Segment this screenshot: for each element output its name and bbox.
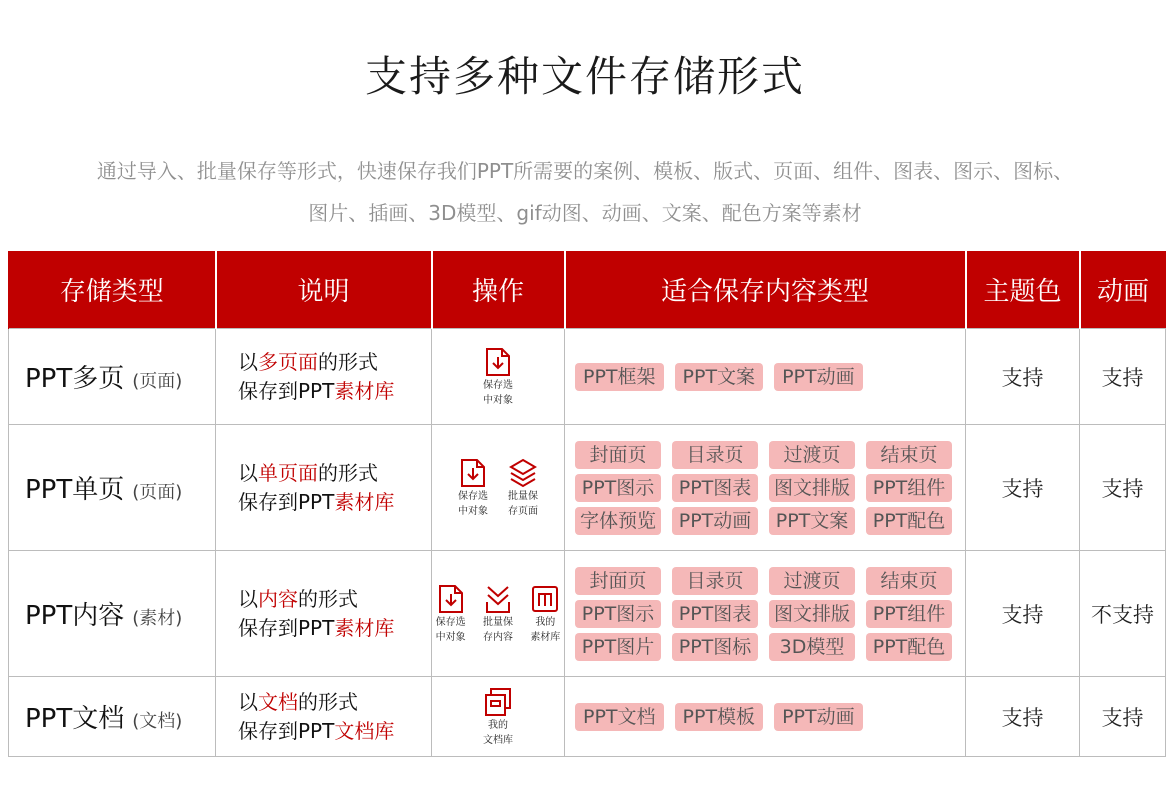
header-storage-type: 存储类型 <box>9 251 216 329</box>
description-cell <box>216 329 432 425</box>
op-batch-save-content[interactable] <box>479 584 516 644</box>
description-line-1 <box>238 585 431 614</box>
intro-line-2: 图片、插画、3D模型、gif动图、动画、文案、配色方案等素材 <box>308 201 862 225</box>
storage-type-note: (素材) <box>132 608 183 629</box>
storage-type-name: PPT多页 <box>25 364 125 394</box>
content-type-tag: PPT动画 <box>672 507 758 535</box>
desc-suffix: 的形式 <box>298 689 358 714</box>
desc-target-prefix: 保存到PPT <box>238 489 335 514</box>
table-header-row <box>9 251 1166 329</box>
op-label-line1: 我的 <box>488 719 508 731</box>
content-type-tag: PPT动画 <box>774 363 863 391</box>
storage-type-cell <box>9 425 216 551</box>
op-label-line1: 保存选 <box>458 490 488 502</box>
desc-target-prefix: 保存到PPT <box>238 378 335 403</box>
content-type-tag: 封面页 <box>575 441 661 469</box>
op-label-line2: 文档库 <box>483 734 513 746</box>
content-type-tag: 封面页 <box>575 567 661 595</box>
theme-support: 支持 <box>966 551 1080 677</box>
content-type-tag: PPT配色 <box>866 507 952 535</box>
batch-save-content-icon <box>484 584 512 614</box>
save-selected-icon <box>459 458 487 488</box>
desc-target-library: 素材库 <box>334 489 395 514</box>
theme-support: 支持 <box>966 425 1080 551</box>
content-type-tag: PPT图示 <box>575 600 661 628</box>
intro-text <box>0 150 1170 234</box>
content-type-tag: 目录页 <box>672 441 758 469</box>
description-line-2 <box>238 488 431 517</box>
description-line-1 <box>238 459 431 488</box>
description-line-1 <box>238 348 431 377</box>
description-line-1 <box>238 688 431 717</box>
desc-target-library: 素材库 <box>334 615 395 640</box>
content-type-tag: 结束页 <box>866 441 952 469</box>
content-type-tag: 图文排版 <box>769 600 855 628</box>
op-save-selected[interactable] <box>478 347 518 407</box>
content-type-tag: 过渡页 <box>769 441 855 469</box>
op-batch-save-page[interactable] <box>503 458 543 518</box>
content-type-tag: 结束页 <box>866 567 952 595</box>
intro-line-1: 通过导入、批量保存等形式，快速保存我们PPT所需要的案例、模板、版式、页面、组件、图表、图示、图标、 <box>96 159 1074 183</box>
animation-support: 支持 <box>1080 425 1166 551</box>
tag-row <box>575 703 955 731</box>
content-type-tag: 图文排版 <box>769 474 855 502</box>
storage-type-note: (页面) <box>132 482 183 503</box>
theme-support: 支持 <box>966 329 1080 425</box>
desc-prefix: 以 <box>238 689 258 714</box>
op-label-line2: 中对象 <box>435 631 466 643</box>
content-type-tag: PPT组件 <box>866 474 952 502</box>
desc-prefix: 以 <box>238 460 258 485</box>
my-doc-library-icon <box>484 687 512 717</box>
operation-cell <box>432 677 565 757</box>
my-library-icon <box>531 584 559 614</box>
save-selected-icon <box>437 584 465 614</box>
content-type-tag: PPT文档 <box>575 703 664 731</box>
desc-target-library: 文档库 <box>334 718 395 743</box>
content-type-tag: 过渡页 <box>769 567 855 595</box>
op-my-library[interactable] <box>527 584 564 644</box>
page-title: 支持多种文件存储形式 <box>364 52 805 101</box>
op-label-line2: 中对象 <box>483 394 513 406</box>
operation-cell <box>432 551 565 677</box>
operation-cell <box>432 425 565 551</box>
desc-target-prefix: 保存到PPT <box>238 718 335 743</box>
storage-type-note: (页面) <box>132 371 183 392</box>
desc-highlight: 文档 <box>258 689 298 714</box>
op-label-line2: 中对象 <box>458 505 488 517</box>
desc-highlight: 多页面 <box>258 349 318 374</box>
description-cell <box>216 551 432 677</box>
desc-highlight: 内容 <box>258 586 298 611</box>
description-line-2 <box>238 717 431 746</box>
header-description: 说明 <box>216 251 432 329</box>
storage-type-name: PPT单页 <box>25 475 125 505</box>
content-type-tag: 字体预览 <box>575 507 661 535</box>
content-type-tag: PPT模板 <box>675 703 764 731</box>
storage-type-name: PPT内容 <box>25 601 125 631</box>
description-line-2 <box>238 377 431 406</box>
table-row <box>9 551 1166 677</box>
op-label-line1: 保存选 <box>435 616 466 628</box>
desc-target-prefix: 保存到PPT <box>238 615 335 640</box>
content-type-tag: PPT图表 <box>672 474 758 502</box>
theme-support: 支持 <box>966 677 1080 757</box>
tag-row <box>575 474 955 502</box>
desc-prefix: 以 <box>238 349 258 374</box>
desc-prefix: 以 <box>238 586 258 611</box>
tag-row <box>575 633 955 661</box>
tag-row <box>575 363 955 391</box>
op-label-line2: 素材库 <box>530 631 561 643</box>
save-selected-icon <box>484 347 512 377</box>
tag-row <box>575 441 955 469</box>
desc-suffix: 的形式 <box>298 586 358 611</box>
op-label-line2: 存页面 <box>508 505 538 517</box>
header-theme-color: 主题色 <box>966 251 1080 329</box>
storage-type-name: PPT文档 <box>25 704 125 734</box>
tag-row <box>575 567 955 595</box>
header-operation: 操作 <box>432 251 565 329</box>
header-content-types: 适合保存内容类型 <box>565 251 966 329</box>
description-cell <box>216 425 432 551</box>
table-row <box>9 425 1166 551</box>
desc-suffix: 的形式 <box>318 460 378 485</box>
content-type-tag: PPT图表 <box>672 600 758 628</box>
header-animation: 动画 <box>1080 251 1166 329</box>
desc-suffix: 的形式 <box>318 349 378 374</box>
content-type-tag: PPT图片 <box>575 633 661 661</box>
animation-support: 支持 <box>1080 329 1166 425</box>
tag-row <box>575 600 955 628</box>
op-my-doc-library[interactable] <box>478 687 518 747</box>
content-type-tag: PPT图示 <box>575 474 661 502</box>
storage-type-note: (文档) <box>132 711 183 732</box>
content-types-cell <box>565 677 966 757</box>
content-type-tag: 目录页 <box>672 567 758 595</box>
op-label-line1: 批量保 <box>482 616 513 628</box>
description-cell <box>216 677 432 757</box>
content-types-cell <box>565 425 966 551</box>
content-types-cell <box>565 551 966 677</box>
table-row <box>9 329 1166 425</box>
content-type-tag: PPT框架 <box>575 363 664 391</box>
content-type-tag: PPT配色 <box>866 633 952 661</box>
description-line-2 <box>238 614 431 643</box>
content-type-tag: PPT文案 <box>675 363 764 391</box>
storage-type-cell <box>9 329 216 425</box>
tag-row <box>575 507 955 535</box>
op-label-line1: 我的 <box>535 616 556 628</box>
op-label-line1: 保存选 <box>483 379 513 391</box>
content-type-tag: 3D模型 <box>769 633 855 661</box>
operation-cell <box>432 329 565 425</box>
batch-save-page-icon <box>509 458 537 488</box>
op-save-selected[interactable] <box>453 458 493 518</box>
op-save-selected[interactable] <box>432 584 469 644</box>
desc-highlight: 单页面 <box>258 460 318 485</box>
content-type-tag: PPT图标 <box>672 633 758 661</box>
storage-type-cell <box>9 551 216 677</box>
animation-support: 支持 <box>1080 677 1166 757</box>
desc-target-library: 素材库 <box>334 378 395 403</box>
storage-type-cell <box>9 677 216 757</box>
op-label-line1: 批量保 <box>508 490 538 502</box>
table-row <box>9 677 1166 757</box>
content-type-tag: PPT文案 <box>769 507 855 535</box>
op-label-line2: 存内容 <box>482 631 513 643</box>
content-type-tag: PPT动画 <box>774 703 863 731</box>
content-type-tag: PPT组件 <box>866 600 952 628</box>
storage-table <box>8 251 1166 757</box>
content-types-cell <box>565 329 966 425</box>
animation-support: 不支持 <box>1080 551 1166 677</box>
